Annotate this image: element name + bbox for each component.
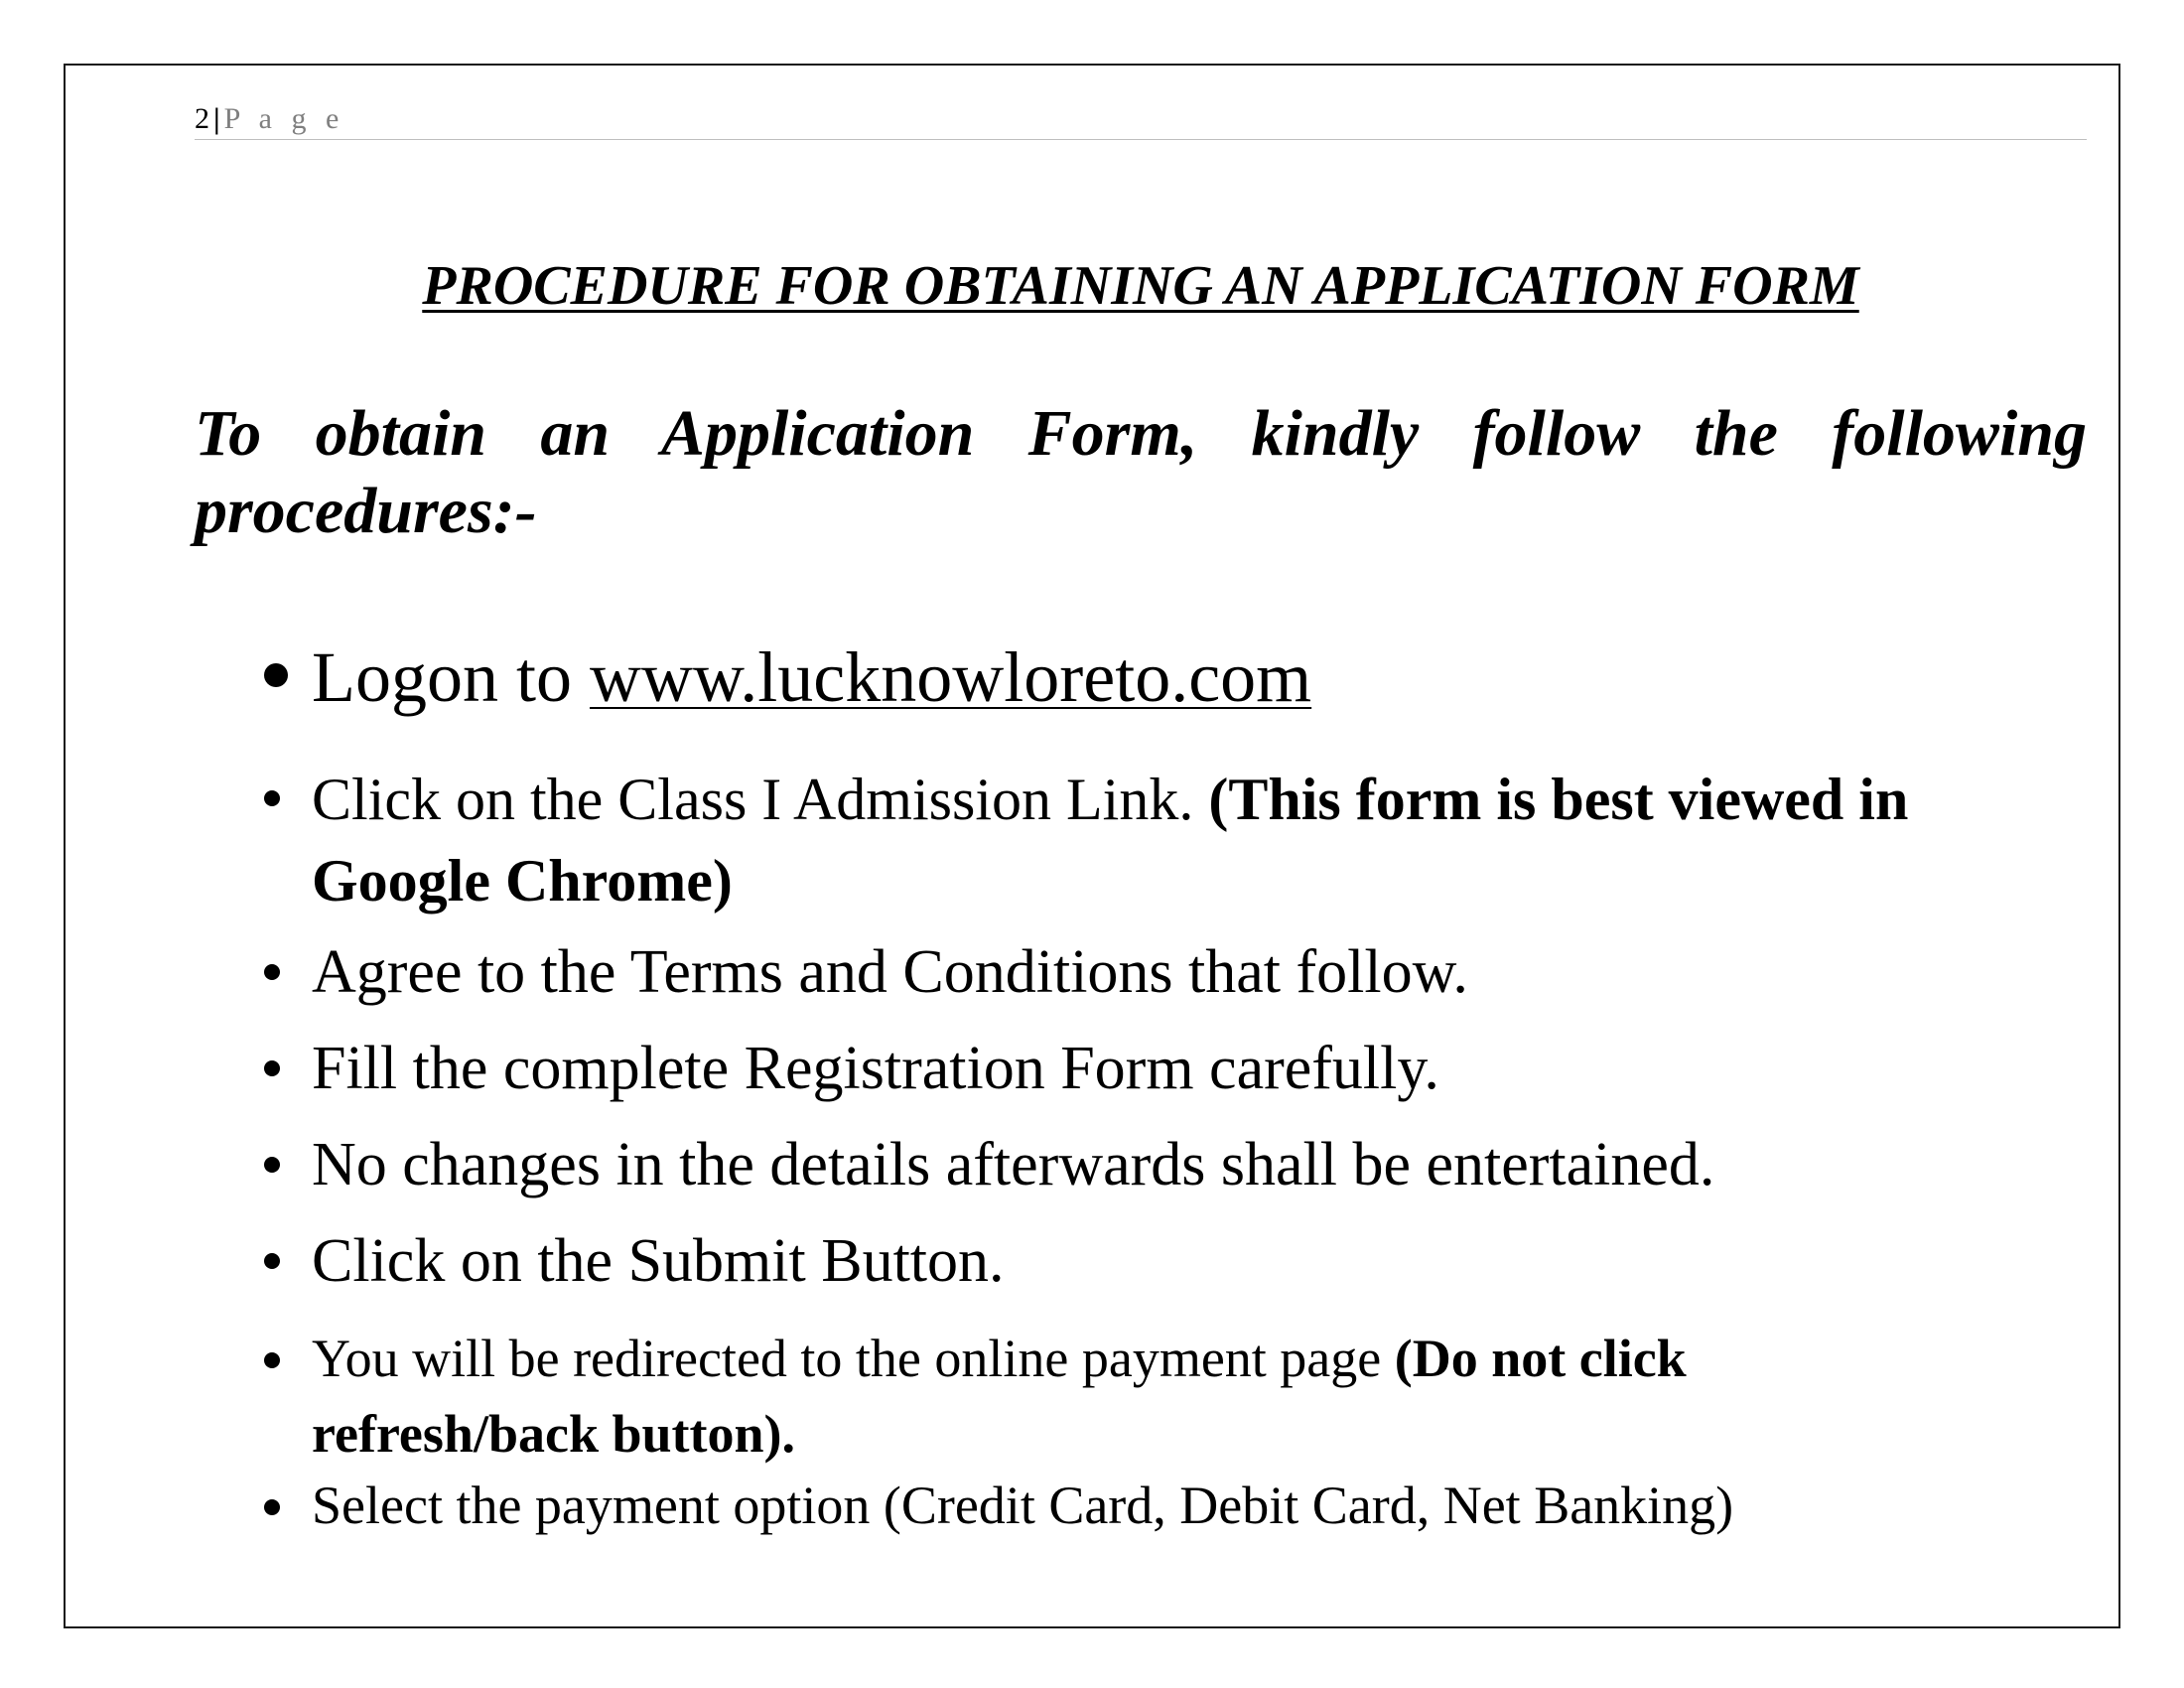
bullet-icon [264, 790, 280, 806]
payment-option-text: Select the payment option (Credit Card, Debit Card, Net Banking) [312, 1476, 1734, 1535]
bullet-icon [264, 1060, 280, 1076]
bullet-icon [264, 964, 280, 980]
redirect-text: You will be redirected to the online payment page [312, 1329, 1395, 1388]
bullet-icon [264, 1499, 280, 1515]
page-separator: | [213, 102, 220, 135]
page-number: 2 [195, 102, 209, 135]
document-title: PROCEDURE FOR OBTAINING AN APPLICATION FORM [422, 255, 1859, 317]
chrome-note: (This form is best viewed in Google Chrome) [312, 767, 1909, 914]
class-link-text: Click on the Class I Admission Link. [312, 767, 1209, 832]
page-header [195, 99, 2087, 140]
bullet-icon [264, 1253, 280, 1269]
logon-prefix: Logon to [312, 637, 590, 717]
bullet-icon [264, 1352, 280, 1368]
no-changes-text: No changes in the details afterwards shall be entertained. [312, 1131, 1715, 1198]
terms-text: Agree to the Terms and Conditions that follow. [312, 938, 1468, 1006]
page-label: P a g e [223, 102, 345, 135]
refresh-warning: (Do not click refresh/back button). [312, 1329, 1687, 1464]
bullet-icon [264, 663, 288, 687]
submit-text: Click on the Submit Button. [312, 1227, 1005, 1295]
bullet-icon [264, 1157, 280, 1173]
website-link[interactable]: www.lucknowloreto.com [589, 637, 1312, 717]
intro-paragraph: To obtain an Application Form, kindly follow the following procedures:- [195, 397, 2087, 547]
registration-text: Fill the complete Registration Form carefully. [312, 1035, 1439, 1102]
